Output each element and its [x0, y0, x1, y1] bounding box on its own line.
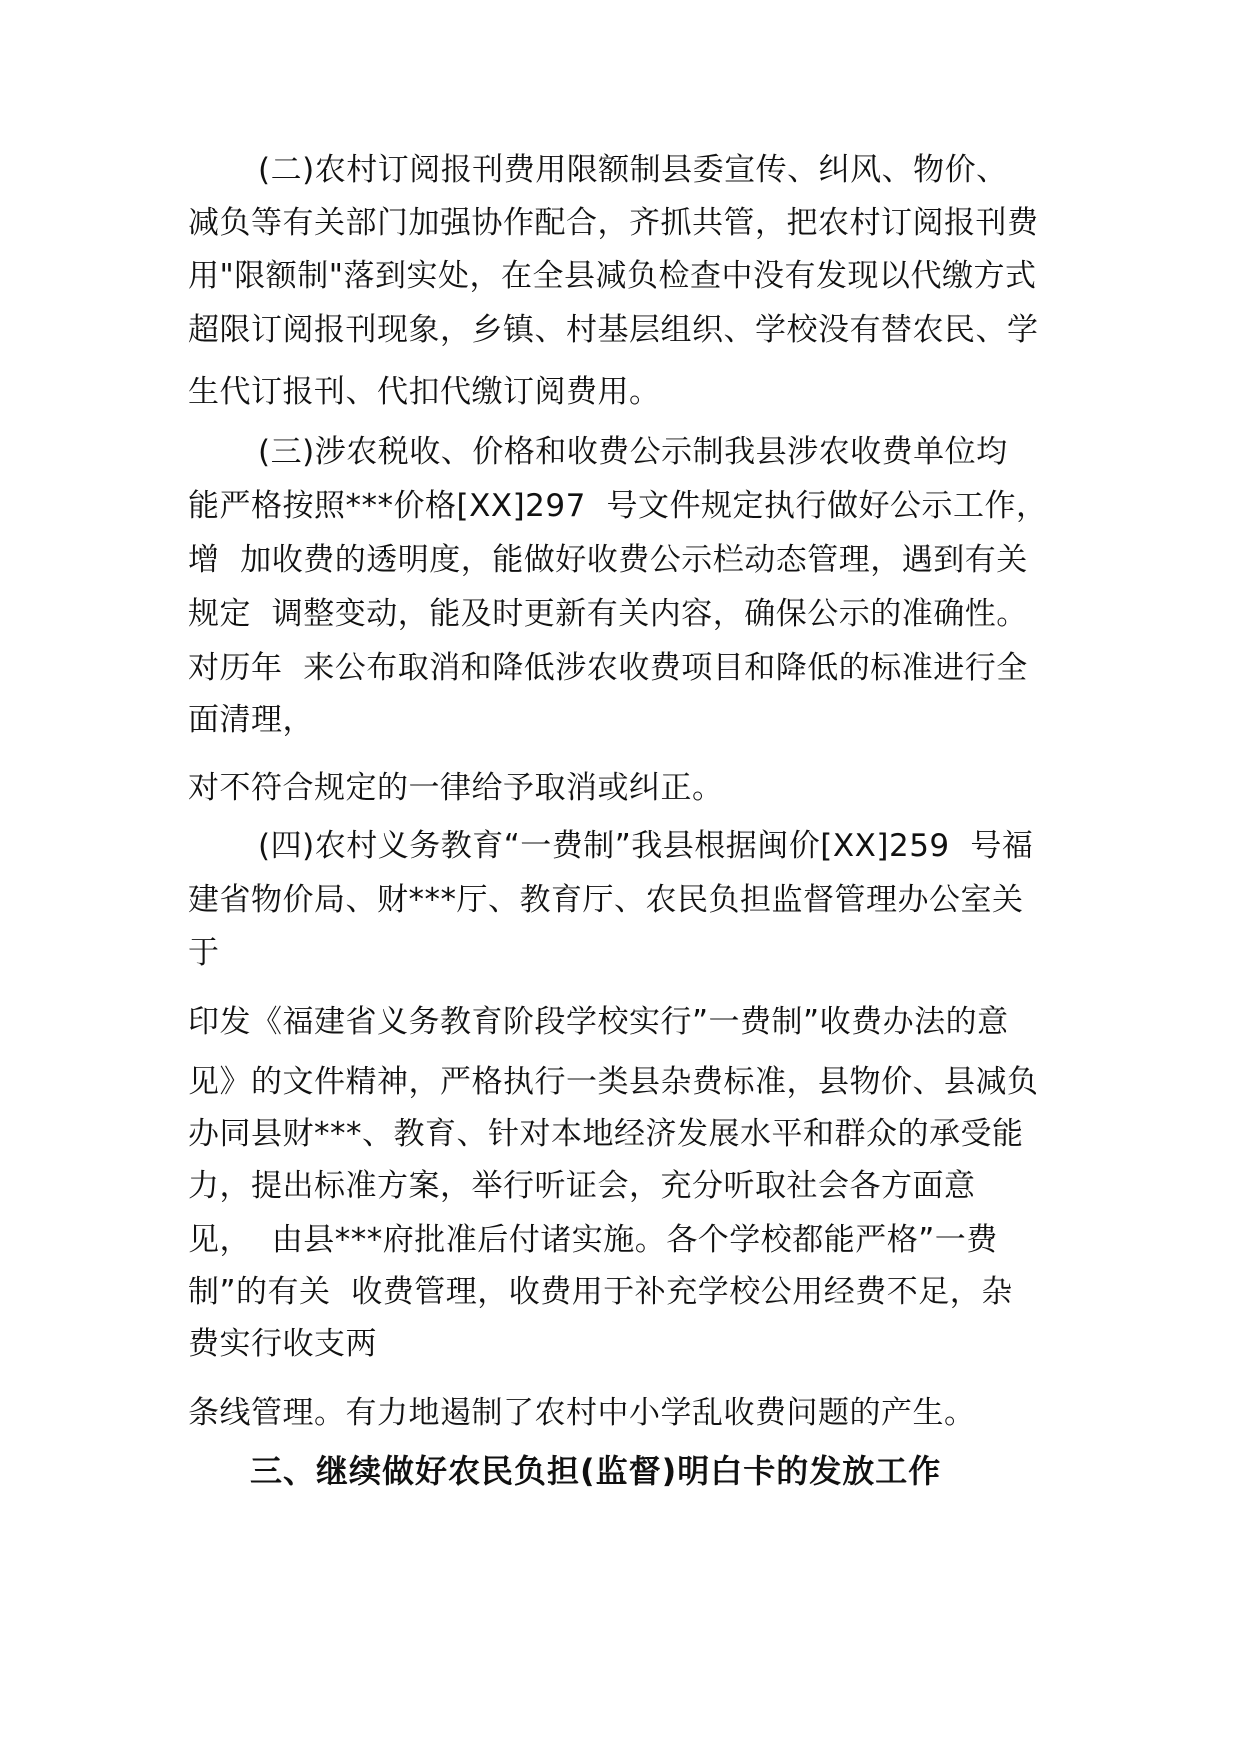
text-line-3: 用"限额制"落到实处，在全县减负检查中没有发现以代缴方式	[188, 258, 1037, 294]
text-line-21: 制”的有关 收费管理，收费用于补充学校公用经费不足，杂	[188, 1274, 1013, 1310]
text-line-13: (四)农村义务教育“一费制”我县根据闽价[XX]259 号福	[258, 828, 1034, 864]
section-heading: 三、继续做好农民负担(监督)明白卡的发放工作	[250, 1452, 942, 1490]
text-line-2: 减负等有关部门加强协作配合，齐抓共管，把农村订阅报刊费	[188, 205, 1039, 241]
text-line-12: 对不符合规定的一律给予取消或纠正。	[188, 770, 724, 806]
text-line-18: 办同县财***、教育、针对本地经济发展水平和群众的承受能	[188, 1116, 1024, 1152]
text-line-15: 于	[188, 935, 220, 971]
text-line-23: 条线管理。有力地遏制了农村中小学乱收费问题的产生。	[188, 1395, 976, 1431]
text-line-8: 增 加收费的透明度，能做好收费公示栏动态管理，遇到有关	[188, 542, 1028, 578]
text-line-11: 面清理，	[188, 702, 314, 738]
text-line-10: 对历年 来公布取消和降低涉农收费项目和降低的标准进行全	[188, 650, 1028, 686]
text-line-16: 印发《福建省义务教育阶段学校实行”一费制”收费办法的意	[188, 1004, 1009, 1040]
text-line-19: 力，提出标准方案，举行听证会，充分听取社会各方面意	[188, 1168, 976, 1204]
text-line-20: 见， 由县***府批准后付诸实施。各个学校都能严格”一费	[188, 1222, 998, 1258]
text-line-4: 超限订阅报刊现象，乡镇、村基层组织、学校没有替农民、学	[188, 312, 1039, 348]
text-line-1: (二)农村订阅报刊费用限额制县委宣传、纠风、物价、	[258, 152, 1008, 188]
text-line-9: 规定 调整变动，能及时更新有关内容，确保公示的准确性。	[188, 596, 1028, 632]
text-line-17: 见》的文件精神，严格执行一类县杂费标准，县物价、县减负	[188, 1064, 1039, 1100]
text-line-7: 能严格按照***价格[XX]297 号文件规定执行做好公示工作，	[188, 488, 1048, 524]
text-line-6: (三)涉农税收、价格和收费公示制我县涉农收费单位均	[258, 434, 1008, 470]
text-line-22: 费实行收支两	[188, 1326, 377, 1362]
text-line-14: 建省物价局、财***厅、教育厅、农民负担监督管理办公室关	[188, 882, 1024, 918]
text-line-5: 生代订报刊、代扣代缴订阅费用。	[188, 374, 661, 410]
